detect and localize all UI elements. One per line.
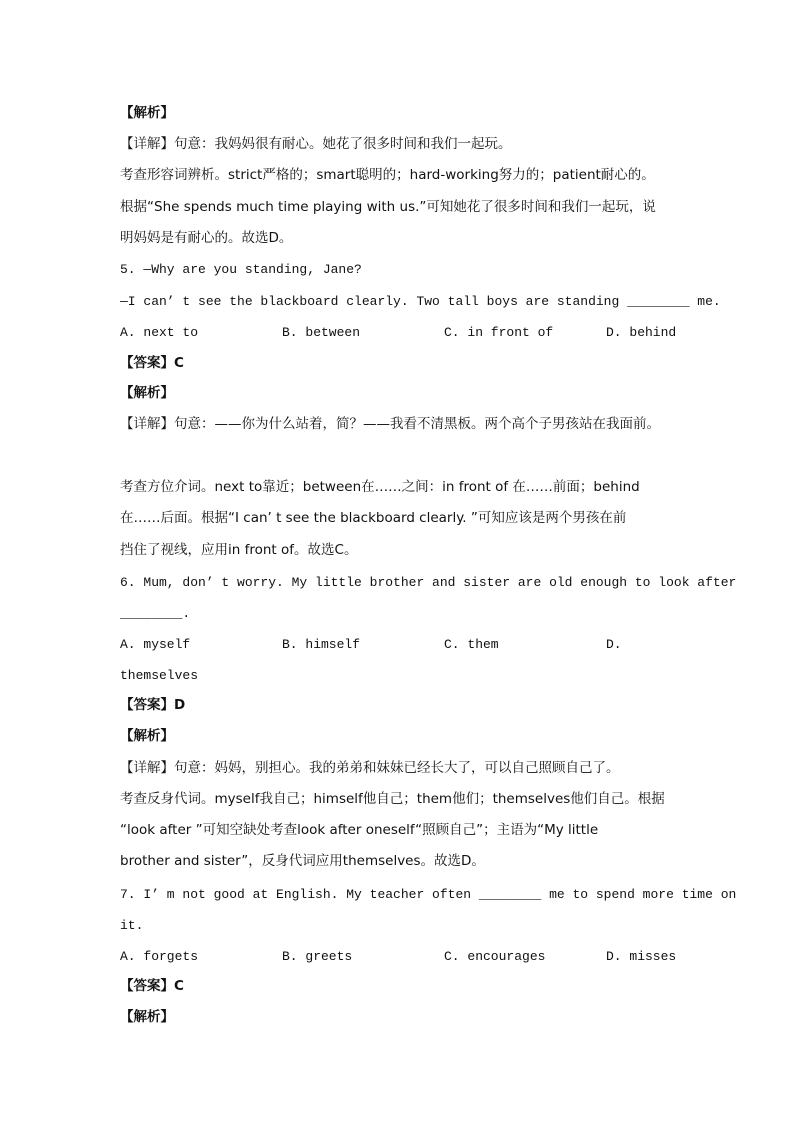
answer-line: 【答案】C xyxy=(120,355,184,371)
answer-line: 【答案】C xyxy=(120,978,184,994)
option-a: A. myself xyxy=(120,637,191,652)
option-d: D. misses xyxy=(606,949,677,964)
option-d: D. xyxy=(606,637,622,652)
answer-line: 【答案】D xyxy=(120,697,186,713)
analysis-heading: 【解析】 xyxy=(120,385,174,401)
question-6-stem-line2: ________. xyxy=(120,606,191,621)
analysis-heading: 【解析】 xyxy=(120,1009,174,1025)
explanation-line: 明妈妈是有耐心的。故选D。 xyxy=(120,230,293,246)
option-c: C. encourages xyxy=(444,949,546,964)
option-a: A. forgets xyxy=(120,949,199,964)
explanation-line: “look after ”可知空缺处考查look after oneself“照顾自己”；主语为“My little xyxy=(120,822,599,838)
option-b: B. between xyxy=(282,325,361,340)
option-c: C. in front of xyxy=(444,325,554,340)
detail-line: 【详解】句意：妈妈，别担心。我的弟弟和妹妹已经长大了，可以自己照顾自己了。 xyxy=(120,760,620,776)
option-c: C. them xyxy=(444,637,499,652)
option-b: B. greets xyxy=(282,949,353,964)
explanation-line: 根据“She spends much time playing with us.”可知她花了很多时间和我们一起玩，说 xyxy=(120,199,656,215)
question-5-stem-line2: —I can’ t see the blackboard clearly. Two tall boys are standing ________ me. xyxy=(120,294,721,309)
option-a: A. next to xyxy=(120,325,199,340)
explanation-line: 挡住了视线，应用in front of。故选C。 xyxy=(120,542,358,558)
analysis-heading: 【解析】 xyxy=(120,728,174,744)
option-d-continuation: themselves xyxy=(120,668,199,683)
explanation-line: 考查方位介词。next to靠近；between在……之间：in front of 在……前面；behind xyxy=(120,479,640,495)
analysis-heading: 【解析】 xyxy=(120,105,174,121)
explanation-line: 在……后面。根据“I can’ t see the blackboard clearly. ”可知应该是两个男孩在前 xyxy=(120,510,627,526)
explanation-line: 考查形容词辨析。strict严格的；smart聪明的；hard-working努力的；patient耐心的。 xyxy=(120,167,655,183)
option-d: D. behind xyxy=(606,325,677,340)
option-b: B. himself xyxy=(282,637,361,652)
question-6-stem: 6. Mum, don’ t worry. My little brother and sister are old enough to look after xyxy=(120,575,737,590)
detail-line: 【详解】句意：——你为什么站着，简？——我看不清黑板。两个高个子男孩站在我面前。 xyxy=(120,416,660,432)
question-7-stem: 7. I’ m not good at English. My teacher often ________ me to spend more time on xyxy=(120,887,737,902)
question-7-stem-line2: it. xyxy=(120,918,144,933)
question-5-stem: 5. —Why are you standing, Jane? xyxy=(120,262,362,277)
explanation-line: 考查反身代词。myself我自己；himself他自己；them他们；themselves他们自己。根据 xyxy=(120,791,665,807)
explanation-line: brother and sister”，反身代词应用themselves。故选D。 xyxy=(120,853,485,869)
detail-line: 【详解】句意：我妈妈很有耐心。她花了很多时间和我们一起玩。 xyxy=(120,136,512,152)
